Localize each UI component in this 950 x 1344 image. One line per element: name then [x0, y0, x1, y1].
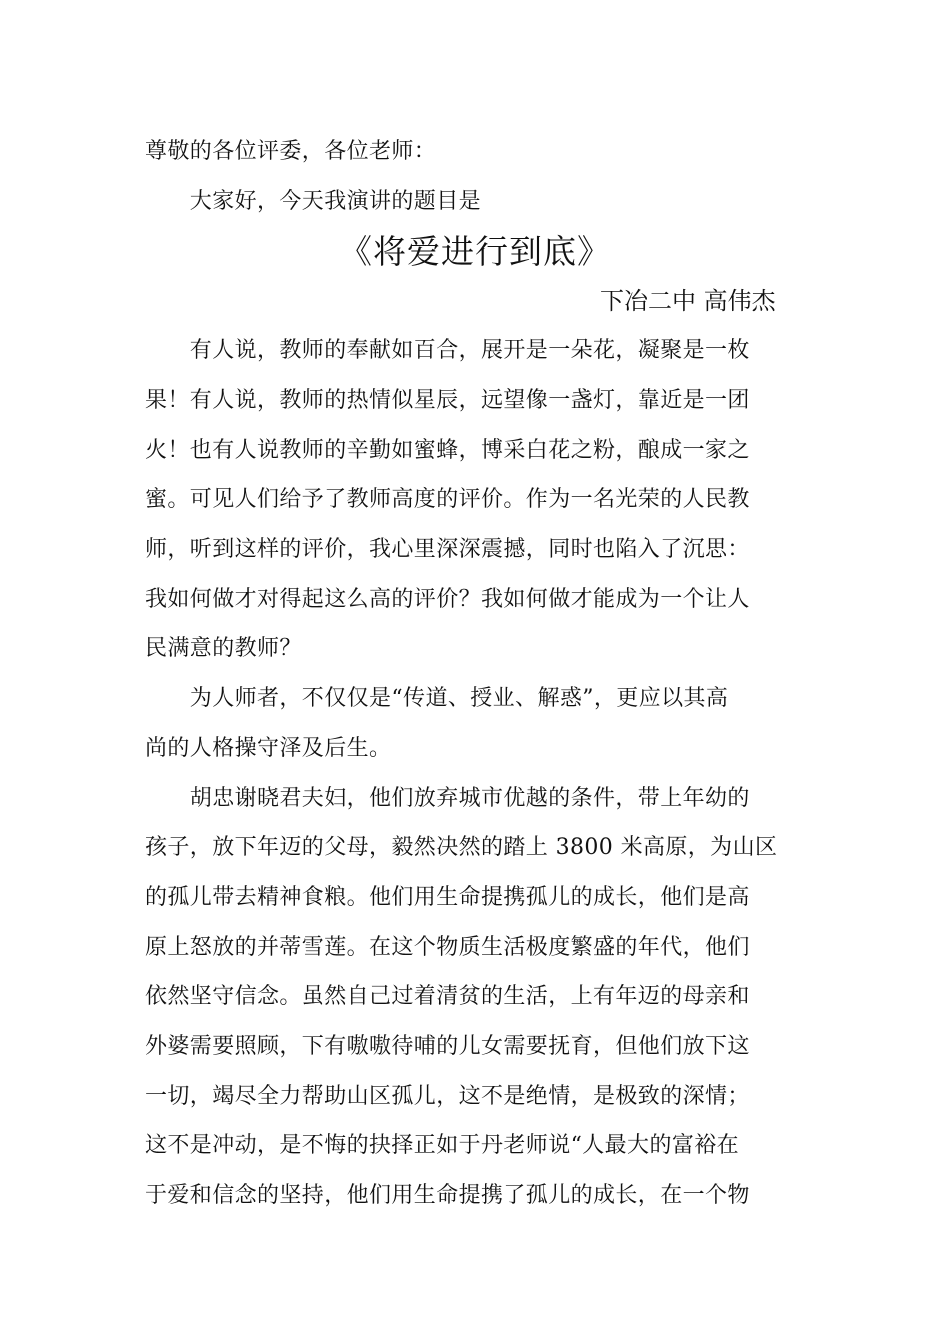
body-line: 孩子，放下年迈的父母，毅然决然的踏上 3800 米高原，为山区: [145, 835, 778, 860]
author-line: 下冶二中 高伟杰: [600, 287, 776, 315]
body-line: 这不是冲动，是不悔的抉择正如于丹老师说“人最大的富裕在: [145, 1133, 740, 1158]
body-line: 师，听到这样的评价，我心里深深震撼，同时也陷入了沉思：: [145, 537, 750, 562]
body-line: 外婆需要照顾，下有嗷嗷待哺的儿女需要抚育，但他们放下这: [145, 1034, 750, 1059]
body-line: 尚的人格操守泽及后生。: [145, 736, 392, 761]
body-line: 为人师者，不仅仅是“传道、授业、解惑”，更应以其高: [145, 686, 729, 711]
body-line: 一切，竭尽全力帮助山区孤儿，这不是绝情，是极致的深情；: [145, 1084, 750, 1109]
body-line: 火！也有人说教师的辛勤如蜜蜂，博采白花之粉，酿成一家之: [145, 438, 750, 463]
body-line: 的孤儿带去精神食粮。他们用生命提携孤儿的成长，他们是高: [145, 885, 750, 910]
body-line: 原上怒放的并蒂雪莲。在这个物质生活极度繁盛的年代，他们: [145, 935, 750, 960]
body-line: 胡忠谢晓君夫妇，他们放弃城市优越的条件，带上年幼的: [145, 786, 750, 811]
body-line: 民满意的教师？: [145, 636, 302, 661]
body-line: 有人说，教师的奉献如百合，展开是一朵花，凝聚是一枚: [145, 338, 750, 363]
body-line: 果！有人说，教师的热情似星辰，远望像一盏灯，靠近是一团: [145, 388, 750, 413]
body-line: 蜜。可见人们给予了教师高度的评价。作为一名光荣的人民教: [145, 487, 750, 512]
body-line: 于爱和信念的坚持，他们用生命提携了孤儿的成长，在一个物: [145, 1183, 750, 1208]
speech-title: 《将爱进行到底》: [339, 232, 611, 271]
body-line: 依然坚守信念。虽然自己过着清贫的生活，上有年迈的母亲和: [145, 984, 750, 1009]
salutation: 尊敬的各位评委，各位老师：: [145, 139, 437, 164]
body-line: 我如何做才对得起这么高的评价？我如何做才能成为一个让人: [145, 587, 750, 612]
intro-line: 大家好，今天我演讲的题目是: [145, 189, 482, 214]
